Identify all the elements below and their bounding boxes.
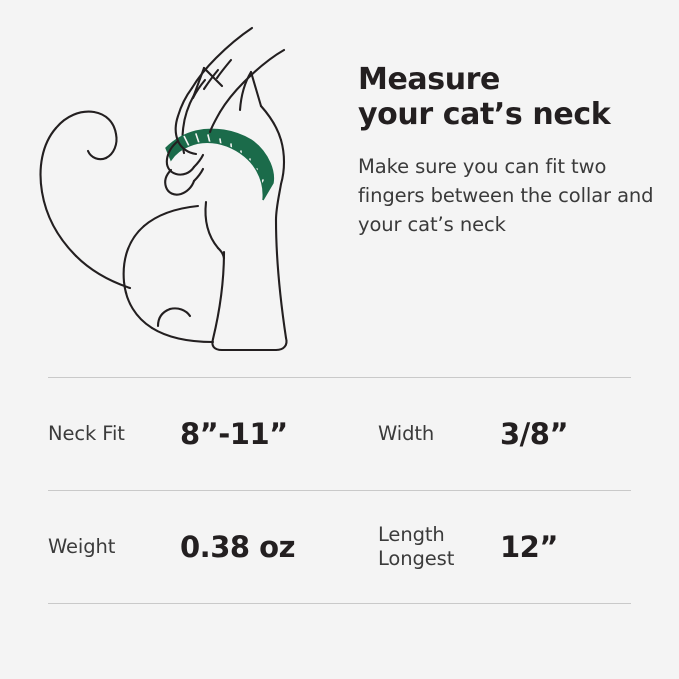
table-bottom-divider [48, 603, 631, 604]
spec-table [48, 377, 631, 604]
spec-label-length-line2: Longest [378, 547, 455, 570]
cat-with-collar-illustration [8, 20, 348, 365]
page-title-line1: Measure [358, 62, 500, 97]
instruction-text: Make sure you can fit two fingers between the collar and your cat’s neck [358, 154, 654, 236]
table-row [48, 491, 631, 603]
spec-value-length-longest: 12” [500, 530, 558, 564]
spec-label-weight: Weight [48, 535, 116, 559]
spec-label-length-longest [378, 523, 500, 571]
spec-weight [48, 530, 378, 564]
page-title [358, 62, 658, 133]
collar-band [166, 129, 273, 200]
heading-text-block [358, 62, 658, 239]
page-title-line2: your cat’s neck [358, 97, 611, 133]
table-row [48, 378, 631, 490]
spec-value-neck-fit: 8”-11” [180, 417, 288, 451]
spec-width [378, 417, 631, 451]
spec-value-width: 3/8” [500, 417, 569, 451]
spec-length-longest [378, 523, 631, 571]
spec-value-weight: 0.38 oz [180, 530, 295, 564]
spec-label-length-line1: Length [378, 523, 445, 547]
cat-illustration-svg [8, 20, 348, 365]
spec-neck-fit [48, 417, 378, 451]
spec-label-width: Width [378, 422, 435, 446]
spec-label-neck-fit: Neck Fit [48, 422, 125, 446]
